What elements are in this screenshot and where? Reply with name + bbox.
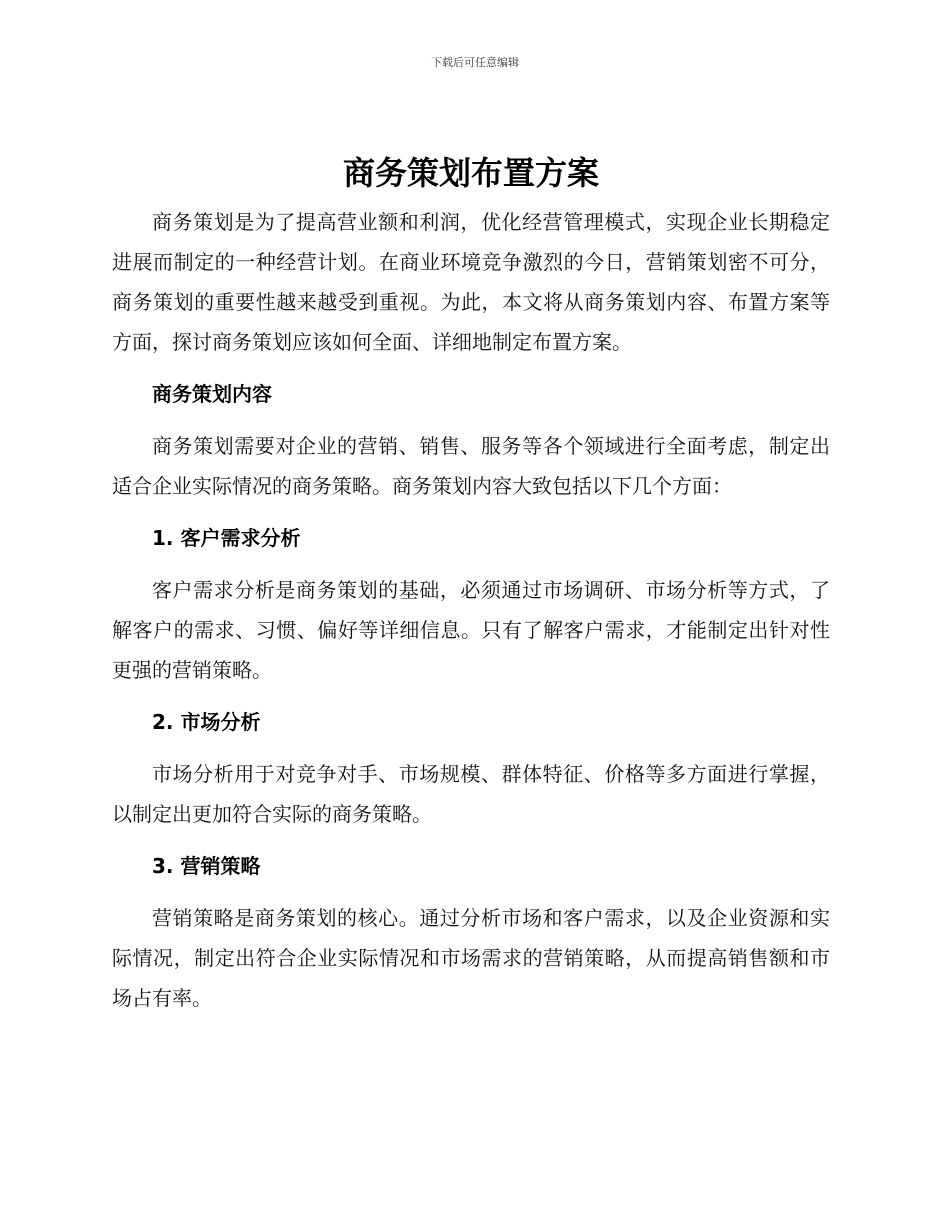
- item-paragraph-marketing-strategy: 营销策略是商务策划的核心。通过分析市场和客户需求，以及企业资源和实际情况，制定出符合企业实际情况和市场需求的营销策略，从而提高销售额和市场占有率。: [112, 906, 830, 1010]
- item-paragraph-customer-needs: 客户需求分析是商务策划的基础，必须通过市场调研、市场分析等方式，了解客户的需求、习惯、偏好等详细信息。只有了解客户需求，才能制定出针对性更强的营销策略。: [112, 578, 830, 682]
- document-body: [112, 150, 830, 1018]
- item-paragraph-market-analysis: 市场分析用于对竞争对手、市场规模、群体特征、价格等多方面进行掌握，以制定出更加符合实际的商务策略。: [112, 762, 830, 826]
- section-heading: 商务策划内容: [152, 382, 272, 406]
- intro-paragraph: 商务策划是为了提高营业额和利润，优化经营管理模式，实现企业长期稳定进展而制定的一种经营计划。在商业环境竞争激烈的今日，营销策划密不可分，商务策划的重要性越来越受到重视。为此，本文将从商务策划内容、布置方案等方面，探讨商务策划应该如何全面、详细地制定布置方案。: [112, 210, 830, 354]
- item-heading-marketing-strategy: 3. 营销策略: [152, 854, 261, 878]
- item-heading-customer-needs: 1. 客户需求分析: [152, 526, 301, 550]
- header-note: 下载后可任意编辑: [431, 56, 519, 69]
- item-heading-market-analysis: 2. 市场分析: [152, 710, 261, 734]
- document-title: 商务策划布置方案: [342, 154, 599, 192]
- section-paragraph: 商务策划需要对企业的营销、销售、服务等各个领域进行全面考虑，制定出适合企业实际情况的商务策略。商务策划内容大致包括以下几个方面：: [112, 434, 830, 498]
